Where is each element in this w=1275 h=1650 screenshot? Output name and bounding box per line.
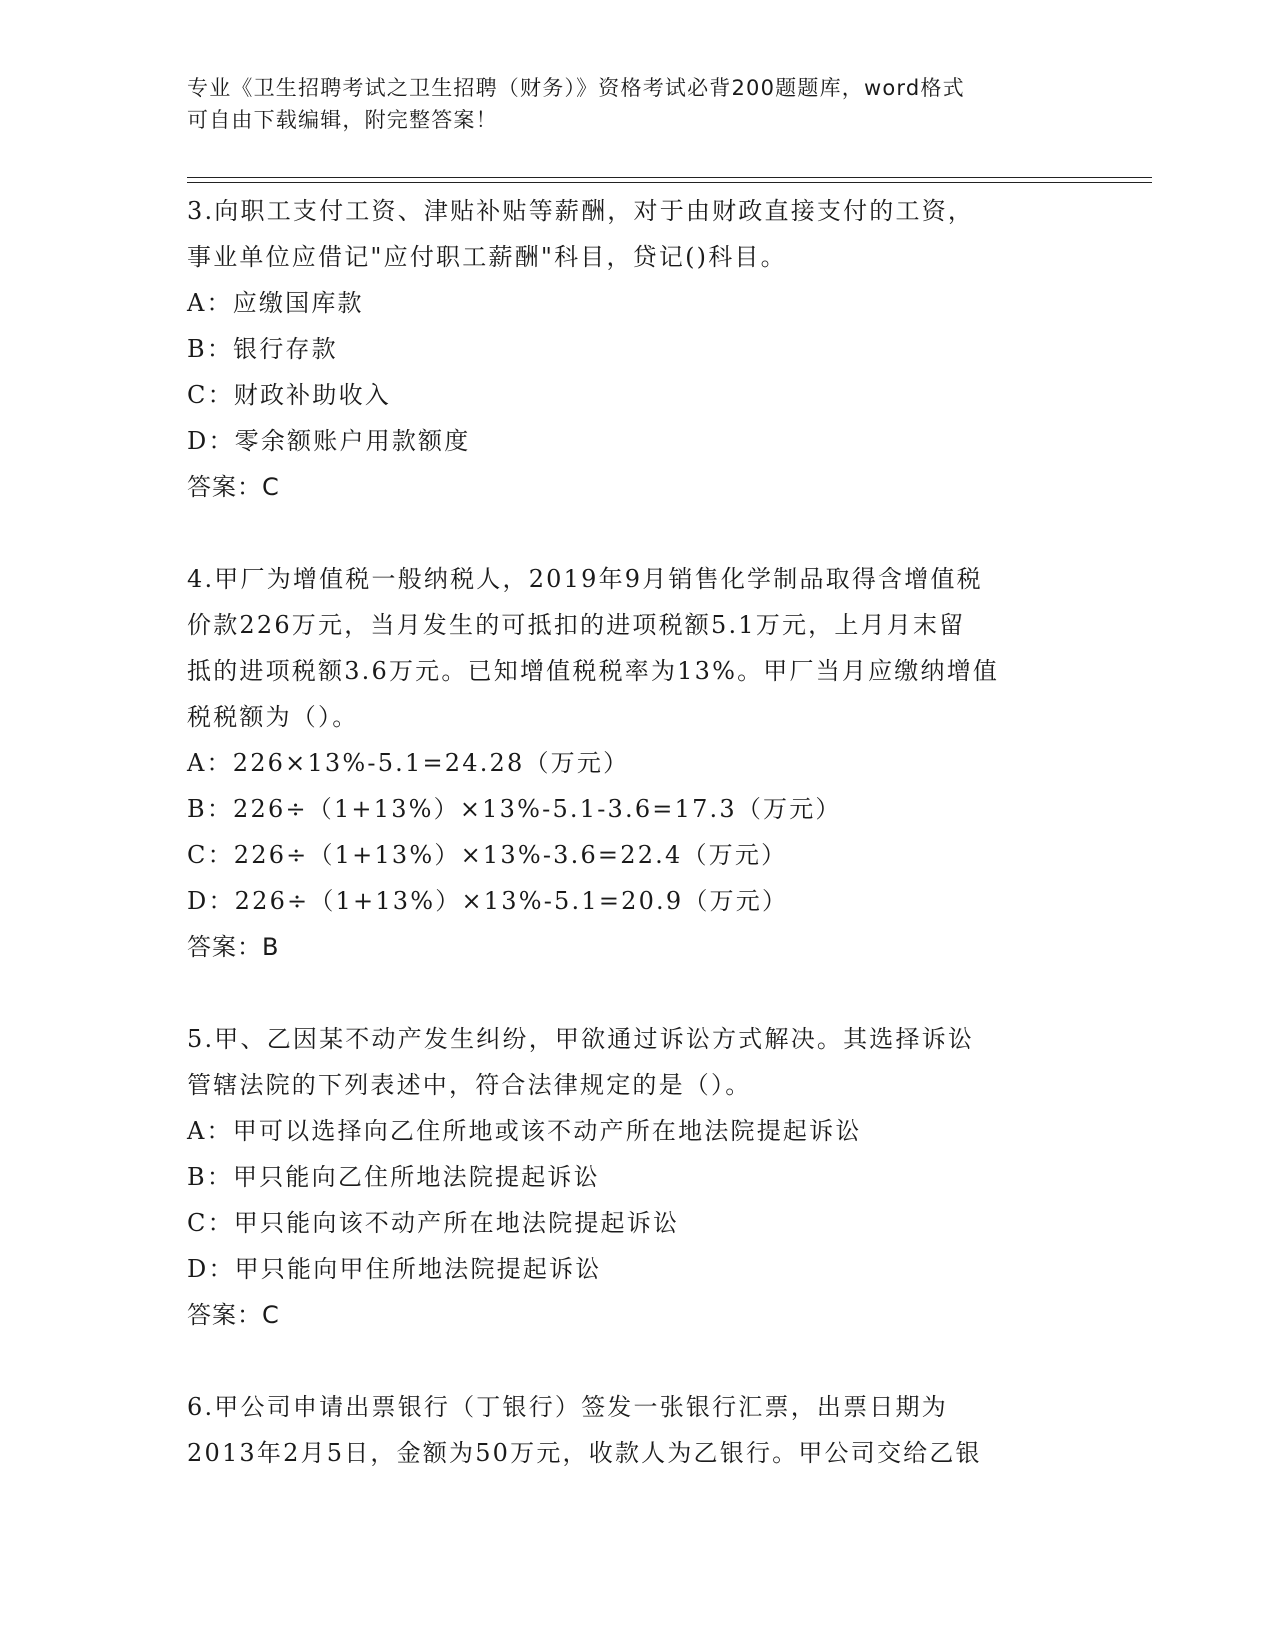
answer-line: 答案：B	[187, 933, 280, 961]
header-divider-top	[187, 177, 1152, 178]
question-list	[187, 188, 1087, 1476]
document-header	[187, 72, 1087, 136]
question-text-line: 2013年2月5日，金额为50万元，收款人为乙银行。甲公司交给乙银	[187, 1439, 982, 1467]
option-a: A：应缴国库款	[187, 289, 364, 317]
option-d: D：零余额账户用款额度	[187, 427, 471, 455]
question-text-line: 税税额为（）。	[187, 703, 359, 731]
option-a: A：甲可以选择向乙住所地或该不动产所在地法院提起诉讼	[187, 1117, 862, 1145]
question-text-line: 4.甲厂为增值税一般纳税人，2019年9月销售化学制品取得含增值税	[187, 565, 983, 593]
question-text-line: 5.甲、乙因某不动产发生纠纷，甲欲通过诉讼方式解决。其选择诉讼	[187, 1025, 975, 1053]
question-text-line: 3.向职工支付工资、津贴补贴等薪酬，对于由财政直接支付的工资，	[187, 197, 975, 225]
question-5	[187, 1016, 1087, 1338]
question-text-line: 管辖法院的下列表述中，符合法律规定的是（）。	[187, 1071, 752, 1099]
option-b: B：甲只能向乙住所地法院提起诉讼	[187, 1163, 600, 1191]
question-text-line: 6.甲公司申请出票银行（丁银行）签发一张银行汇票，出票日期为	[187, 1393, 948, 1421]
option-b: B：银行存款	[187, 335, 338, 363]
question-4	[187, 556, 1087, 970]
header-line-2: 可自由下载编辑，附完整答案！	[187, 108, 498, 132]
question-6	[187, 1384, 1087, 1476]
option-c: C：财政补助收入	[187, 381, 391, 409]
header-line-1: 专业《卫生招聘考试之卫生招聘（财务）》资格考试必背200题题库，word格式	[187, 76, 965, 100]
option-a: A：226×13%-5.1=24.28（万元）	[187, 749, 630, 777]
header-divider-bottom	[187, 182, 1152, 183]
question-3	[187, 188, 1087, 510]
question-text-line: 价款226万元，当月发生的可抵扣的进项税额5.1万元，上月月末留	[187, 611, 966, 639]
option-b: B：226÷（1+13%）×13%-5.1-3.6=17.3（万元）	[187, 795, 842, 823]
question-text-line: 事业单位应借记"应付职工薪酬"科目，贷记()科目。	[187, 243, 787, 271]
answer-line: 答案：C	[187, 1301, 280, 1329]
option-c: C：226÷（1+13%）×13%-3.6=22.4（万元）	[187, 841, 788, 869]
option-c: C：甲只能向该不动产所在地法院提起诉讼	[187, 1209, 680, 1237]
option-d: D：226÷（1+13%）×13%-5.1=20.9（万元）	[187, 887, 789, 915]
question-text-line: 抵的进项税额3.6万元。已知增值税税率为13%。甲厂当月应缴纳增值	[187, 657, 1000, 685]
answer-line: 答案：C	[187, 473, 280, 501]
option-d: D：甲只能向甲住所地法院提起诉讼	[187, 1255, 602, 1283]
